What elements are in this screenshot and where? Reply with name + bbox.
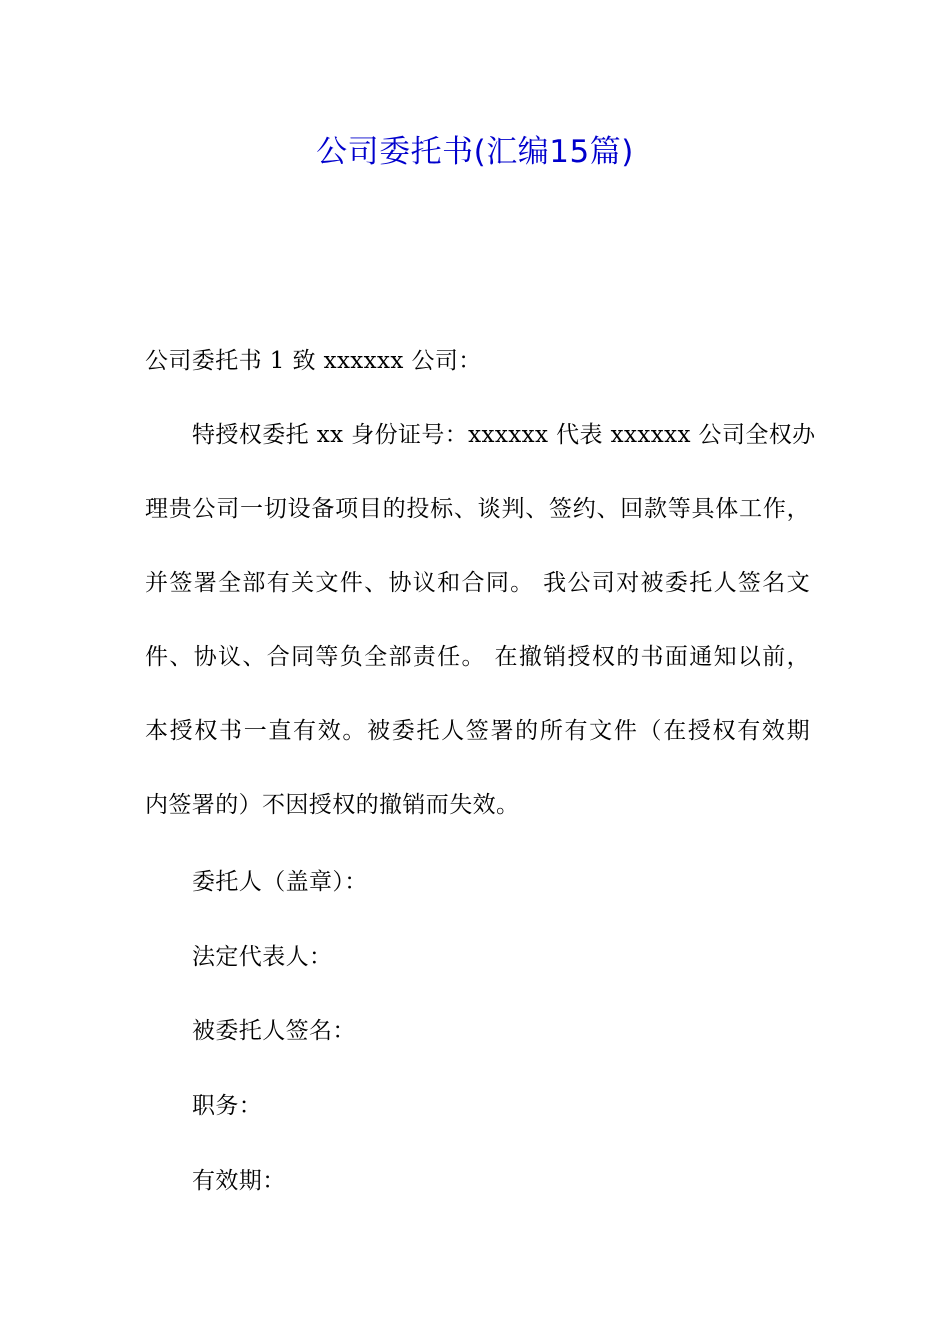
opening-line: 公司委托书 1 致 xxxxxx 公司： bbox=[145, 348, 482, 374]
field-validity-period: 有效期： bbox=[192, 1168, 286, 1194]
field-position: 职务： bbox=[192, 1093, 263, 1119]
document-title: 公司委托书(汇编15篇) bbox=[316, 134, 634, 170]
field-legal-representative: 法定代表人： bbox=[192, 944, 333, 970]
field-agent-signature: 被委托人签名： bbox=[192, 1018, 356, 1044]
body-line-2: 理贵公司一切设备项目的投标、谈判、签约、回款等具体工作， bbox=[145, 496, 810, 522]
body-line-1: 特授权委托 xx 身份证号：xxxxxx 代表 xxxxxx 公司全权办 bbox=[192, 422, 816, 448]
body-line-3: 并签署全部有关文件、协议和合同。 我公司对被委托人签名文 bbox=[145, 570, 810, 596]
body-line-4: 件、协议、合同等负全部责任。 在撤销授权的书面通知以前， bbox=[145, 644, 810, 670]
body-line-5: 本授权书一直有效。被委托人签署的所有文件（在授权有效期 bbox=[145, 718, 810, 744]
field-principal-seal: 委托人（盖章）： bbox=[192, 869, 368, 895]
body-line-6: 内签署的）不因授权的撤销而失效。 bbox=[145, 792, 520, 818]
